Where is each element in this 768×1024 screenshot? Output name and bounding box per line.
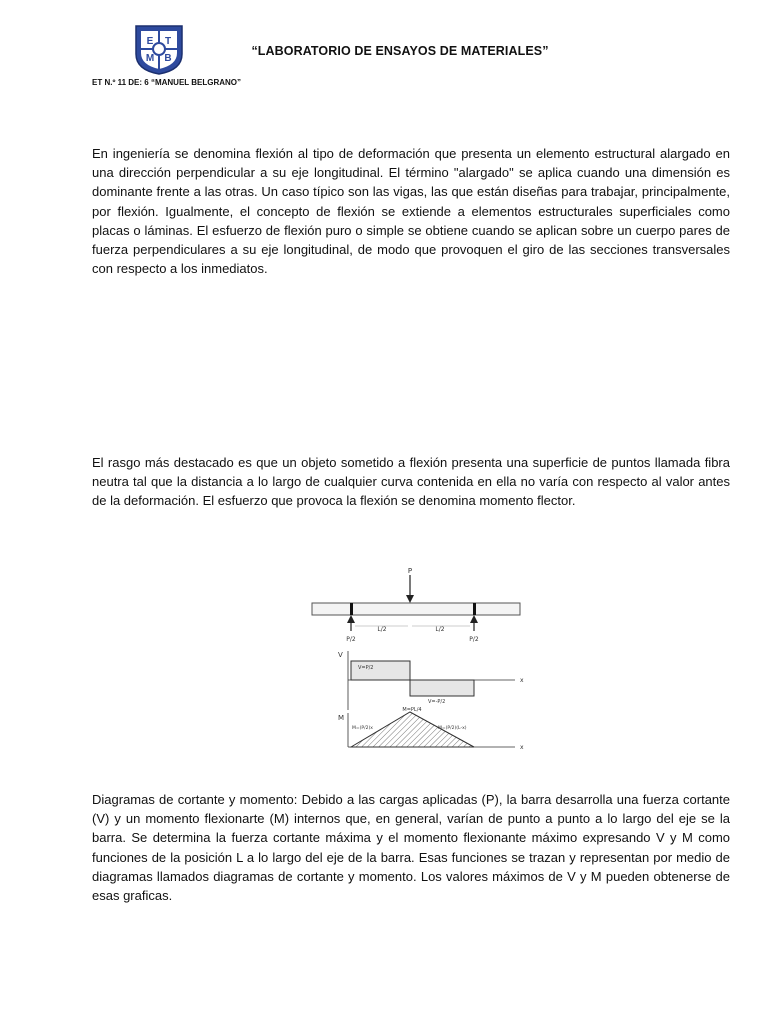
left-reaction-label: P/2 bbox=[346, 636, 356, 643]
paragraph-shear-moment-diagrams: Diagramas de cortante y momento: Debido a las cargas aplicadas (P), la barra desarrolla una fuerza cortante (V) y un momento flexionarte (M) internos que, en general, varían de punto a punto a lo largo del eje se la barra. Se determina la fuerza cortante máxima y el momento flexionante máximo expresando V y M como funciones de la posición L a lo largo del eje de la barra. Esas funciones se trazan y representan por medio de diagramas llamados diagramas de cortante y momento. Los valores máximos de V y M pueden obtenerse de esas graficas. bbox=[92, 792, 730, 904]
shear-negative-block bbox=[410, 680, 474, 696]
document-title: “LABORATORIO DE ENSAYOS DE MATERIALES” bbox=[251, 44, 549, 58]
school-name: ET N.º 11 DE: 6 “MANUEL BELGRANO” bbox=[92, 78, 242, 87]
logo-letter-e: E bbox=[146, 36, 154, 47]
load-label: P bbox=[407, 567, 413, 575]
shear-x-axis-label: x bbox=[520, 677, 524, 684]
moment-left-label: M=(P/2)x bbox=[352, 726, 373, 731]
paragraph-neutral-fiber: El rasgo más destacado es que un objeto sometido a flexión presenta una superficie de puntos llamada fibra neutra tal que la distancia a lo largo de cualquier curva contenida en ella no varía con respecto al valor antes de la deformación. El esfuerzo que provoca la flexión se denomina momento flector. bbox=[92, 455, 730, 509]
shear-moment-diagram bbox=[300, 565, 530, 755]
logo-letter-b: B bbox=[164, 53, 172, 64]
right-reaction-label: P/2 bbox=[469, 636, 479, 643]
beam bbox=[312, 603, 520, 615]
moment-axis-label: M bbox=[338, 714, 345, 722]
logo-letter-m: M bbox=[145, 53, 155, 64]
right-span-label: L/2 bbox=[435, 626, 445, 633]
moment-max-label: M=PL/4 bbox=[402, 707, 422, 713]
shear-axis-label: V bbox=[338, 651, 343, 659]
left-span-label: L/2 bbox=[377, 626, 387, 633]
moment-right-label: M=(P/2)(L-x) bbox=[438, 726, 467, 731]
school-logo bbox=[134, 24, 184, 76]
logo-letter-t: T bbox=[164, 36, 172, 47]
paragraph-flexion-definition: En ingeniería se denomina flexión al tipo de deformación que presenta un elemento estructural alargado en una dirección perpendicular a su eje longitudinal. El término "alargado" se aplica cuando una dimensión es dominante frente a las otras. Un caso típico son las vigas, las que están diseñas para trabajar, principalmente, por flexión. Igualmente, el concepto de flexión se extiende a elementos estructurales superficiales como placas o láminas. El esfuerzo de flexión puro o simple se obtiene cuando se aplican sobre un cuerpo pares de fuerza perpendiculares a su eje longitudinal, de modo que provoquen el giro de las secciones transversales con respecto a los inmediatos. bbox=[92, 146, 730, 277]
moment-x-axis-label: x bbox=[520, 744, 524, 751]
shear-negative-label: V=-P/2 bbox=[428, 699, 446, 705]
shear-positive-label: V=P/2 bbox=[358, 665, 374, 671]
